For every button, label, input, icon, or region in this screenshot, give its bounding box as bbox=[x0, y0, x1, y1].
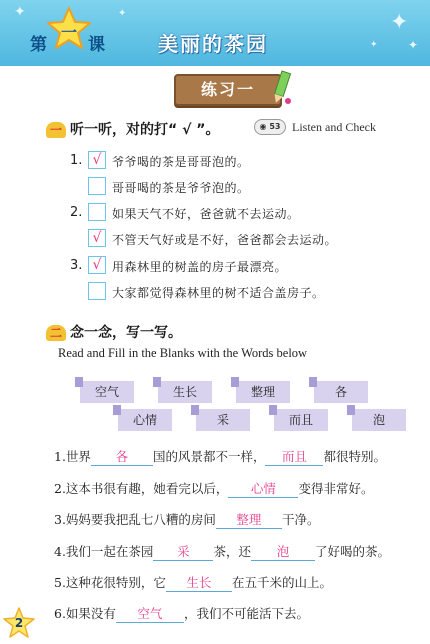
option-text: 不管天气好或是不好，爸爸都会去运动。 bbox=[112, 233, 338, 247]
word-card bbox=[236, 381, 290, 403]
section-2-heading bbox=[46, 322, 182, 342]
fill-sentence bbox=[54, 479, 373, 498]
word-card bbox=[80, 381, 134, 403]
check-box[interactable] bbox=[88, 177, 106, 195]
check-box[interactable] bbox=[88, 282, 106, 300]
audio-track-number: 53 bbox=[269, 122, 281, 131]
sparkle-icon: ✦ bbox=[370, 40, 378, 50]
option-text: 哥哥喝的茶是爷爷泡的。 bbox=[112, 181, 250, 195]
answer-blank[interactable]: 生长 bbox=[166, 573, 232, 592]
fill-sentence bbox=[54, 447, 386, 466]
check-box[interactable]: √ bbox=[88, 229, 106, 247]
sentence-text: 在五千米的山上。 bbox=[231, 575, 332, 590]
word-text: 心情 bbox=[132, 413, 157, 427]
answer-blank[interactable]: 整理 bbox=[216, 510, 282, 529]
option-text: 用森林里的树盖的房子最漂亮。 bbox=[112, 260, 288, 274]
check-box[interactable] bbox=[88, 203, 106, 221]
page-title: 美丽的茶园 bbox=[158, 32, 268, 56]
question-number: 2. bbox=[70, 205, 83, 220]
lesson-number-star bbox=[46, 6, 92, 52]
pencil-icon bbox=[272, 70, 294, 106]
question-number: 1. bbox=[70, 153, 83, 168]
lesson-number: 一 bbox=[60, 23, 77, 42]
word-text: 泡 bbox=[372, 413, 385, 427]
sparkle-icon: ✦ bbox=[408, 38, 419, 52]
word-card bbox=[352, 409, 406, 431]
fill-sentence bbox=[54, 542, 390, 561]
answer-blank[interactable]: 采 bbox=[153, 542, 213, 561]
sentence-text: 4.我们一起在茶园 bbox=[54, 544, 154, 559]
sentence-text: 2.这本书很有趣，她看完以后， bbox=[54, 481, 229, 496]
word-text: 整理 bbox=[250, 385, 275, 399]
cd-icon: ◉ 53 bbox=[254, 119, 286, 135]
word-card bbox=[196, 409, 250, 431]
lesson-prefix: 第 bbox=[30, 35, 47, 55]
option-text: 如果天气不好，爸爸就不去运动。 bbox=[112, 207, 300, 221]
sentence-text: ，我们不可能活下去。 bbox=[183, 606, 309, 621]
check-box[interactable]: √ bbox=[88, 256, 106, 274]
sentence-text: 了好喝的茶。 bbox=[314, 544, 390, 559]
section-1-badge: 一 bbox=[46, 122, 66, 138]
word-card bbox=[118, 409, 172, 431]
sparkle-icon: ✦ bbox=[390, 10, 409, 35]
word-text: 生长 bbox=[172, 385, 197, 399]
fill-sentence bbox=[54, 604, 309, 623]
answer-blank[interactable]: 空气 bbox=[116, 604, 184, 623]
sentence-text: 茶，还 bbox=[213, 544, 251, 559]
question-number: 3. bbox=[70, 258, 83, 273]
sparkle-icon: ✦ bbox=[118, 8, 127, 19]
sentence-text: 国的风景都不一样， bbox=[152, 449, 266, 464]
answer-blank[interactable]: 各 bbox=[91, 447, 153, 466]
word-text: 而且 bbox=[288, 413, 313, 427]
section-2-instruction: Read and Fill in the Blanks with the Words below bbox=[58, 346, 308, 360]
section-2-title: 念一念，写一写。 bbox=[70, 325, 182, 341]
section-1-heading bbox=[46, 119, 220, 139]
sentence-text: 6.如果没有 bbox=[54, 606, 116, 621]
word-text: 各 bbox=[334, 385, 347, 399]
option-text: 爷爷喝的茶是哥哥泡的。 bbox=[112, 155, 250, 169]
sparkle-icon: ✦ bbox=[14, 4, 26, 20]
lesson-header bbox=[0, 0, 430, 66]
audio-label: Listen and Check bbox=[292, 119, 376, 134]
sentence-text: 都很特别。 bbox=[323, 449, 386, 464]
fill-sentence bbox=[54, 510, 319, 529]
answer-blank[interactable]: 而且 bbox=[265, 447, 323, 466]
word-text: 空气 bbox=[94, 385, 119, 399]
word-card bbox=[158, 381, 212, 403]
answer-blank[interactable]: 心情 bbox=[228, 479, 298, 498]
page-number: 2 bbox=[14, 616, 24, 630]
page-number-star bbox=[2, 606, 36, 640]
option-text: 大家都觉得森林里的树不适合盖房子。 bbox=[112, 286, 325, 300]
section-1-title: 听一听，对的打“ √ ”。 bbox=[70, 122, 220, 138]
sentence-text: 干净。 bbox=[281, 512, 320, 527]
word-card bbox=[274, 409, 328, 431]
lesson-suffix: 课 bbox=[88, 35, 105, 55]
sentence-text: 3.妈妈要我把乱七八糟的房间 bbox=[54, 512, 216, 527]
audio-track[interactable] bbox=[254, 119, 376, 135]
word-card bbox=[314, 381, 368, 403]
word-text: 采 bbox=[216, 413, 229, 427]
fill-sentence bbox=[54, 573, 332, 592]
check-box[interactable]: √ bbox=[88, 151, 106, 169]
sentence-text: 变得非常好。 bbox=[298, 481, 374, 496]
answer-blank[interactable]: 泡 bbox=[251, 542, 315, 561]
exercise-banner: 练习一 bbox=[174, 74, 282, 106]
sentence-text: 1.世界 bbox=[54, 449, 91, 464]
section-2-badge: 二 bbox=[46, 325, 66, 341]
sentence-text: 5.这种花很特别，它 bbox=[54, 575, 166, 590]
